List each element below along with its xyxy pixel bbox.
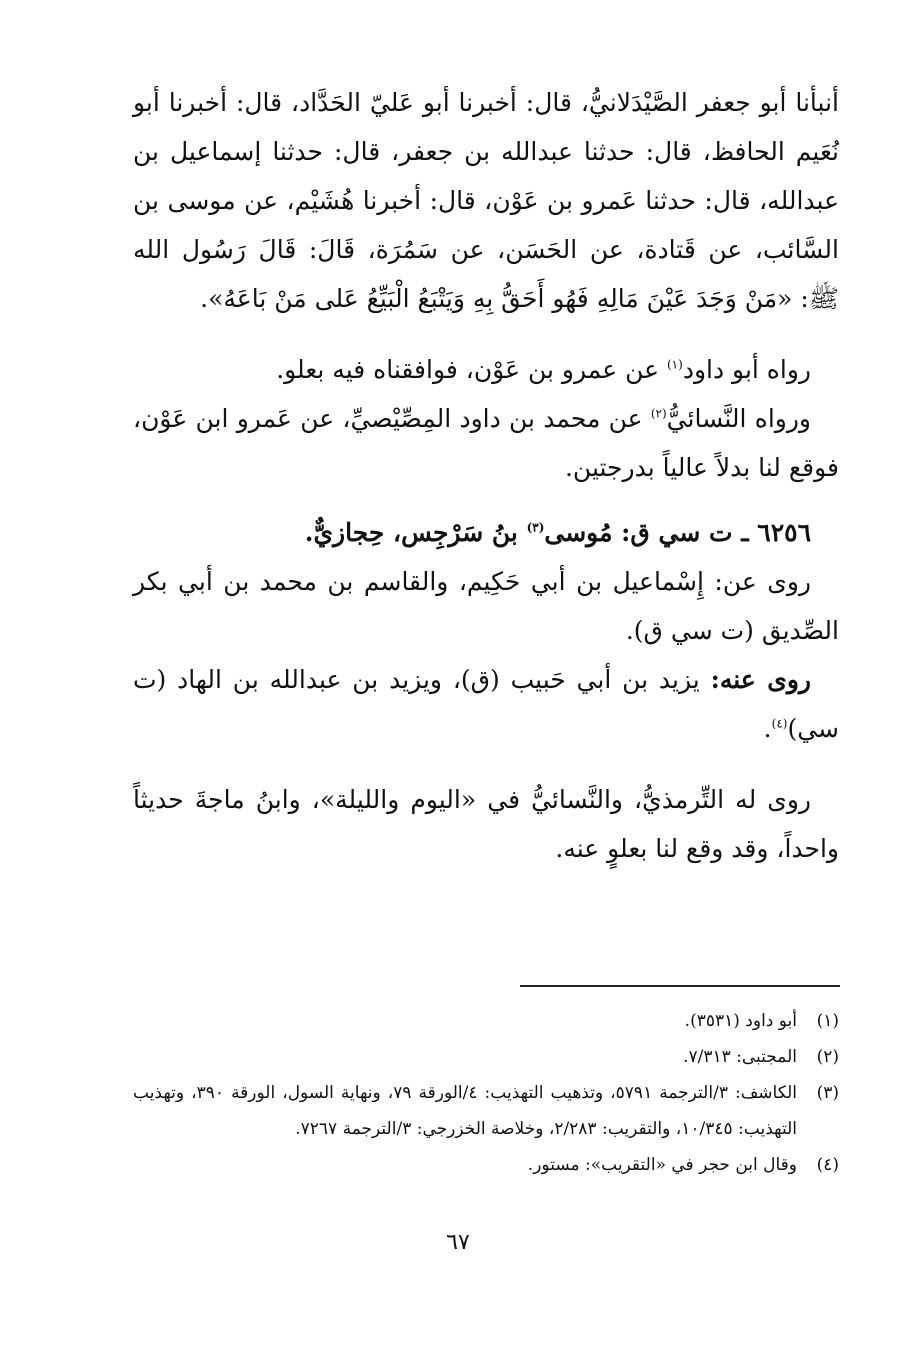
footnote-number: (١) <box>816 1011 839 1031</box>
footnote-ref-3[interactable]: (٣) <box>526 520 545 535</box>
footnote-item <box>133 1075 839 1147</box>
footnote-number: (٤) <box>816 1155 839 1175</box>
spacer <box>133 323 839 345</box>
narrators-summary: روى له التِّرمذيُّ، والنَّسائيُّ في «اليوم والليلة»، وابنُ ماجةَ حديثاً واحداً، وقد وقع لنا بعلوٍ عنه. <box>133 785 839 863</box>
narrated-from: روى عن: إِسْماعيل بن أبي حَكِيم، والقاسم بن محمد بن أبي بكر الصِّديق (ت سي ق). <box>133 567 839 645</box>
footnote-item <box>133 1039 839 1075</box>
text-segment: يزيد بن أبي حَبيب (ق)، ويزيد بن عبدالله بن الهاد (ت سي) <box>133 665 839 743</box>
spacer <box>133 753 839 775</box>
main-text <box>133 78 839 873</box>
footnote-text: الكاشف: ٣/الترجمة ٥٧٩١، وتذهيب التهذيب: ٤/الورقة ٧٩، ونهاية السول، الورقة ٣٩٠، وتهذيب التهذيب: ١٠/٣٤٥، والتقريب: ٢/٢٨٣، وخلاصة الخزرجي: ٣/الترجمة ٧٢٦٧. <box>133 1083 798 1139</box>
footnote-text: المجتبى: ٧/٣١٣. <box>683 1047 797 1067</box>
footnote-ref-2[interactable]: (٢) <box>650 406 667 421</box>
footnote-item <box>133 1003 839 1039</box>
footnote-ref-4[interactable]: (٤) <box>771 716 788 731</box>
footnotes <box>133 1003 839 1183</box>
narration-abu-dawud <box>133 345 839 394</box>
entry-separator: ـ <box>732 518 758 547</box>
narration-nasai <box>133 394 839 492</box>
footnote-divider <box>520 985 840 987</box>
entry-name: ت سي ق: مُوسى <box>544 518 733 547</box>
text-segment: . <box>763 714 772 743</box>
narrated-by <box>133 655 839 753</box>
hadith-paragraph: أنبأنا أبو جعفر الصَّيْدَلانيُّ، قال: أخبرنا أبو عَليّ الحَدَّاد، قال: أخبرنا أبو نُعَيم الحافظ، قال: حدثنا عبدالله بن جعفر، قال: حدثنا إسماعيل بن عبدالله، قال: حدثنا عَمرو بن عَوْن، قال: أخبرنا هُشَيْم، عن موسى بن السَّائب، عن قَتادة، عن الحَسَن، عن سَمُرَة، قَالَ: قَالَ رَسُول الله ﷺ: «مَنْ وَجَدَ عَيْنَ مَالِهِ فَهُو أَحَقُّ بِهِ وَيَتْبَعُ الْبَيِّعُ عَلى مَنْ بَاعَهُ». <box>133 88 839 313</box>
footnote-number: (٣) <box>816 1083 839 1103</box>
entry-name-rest: بنُ سَرْجِس، حِجازيٌّ. <box>304 518 527 547</box>
entry-heading <box>133 508 839 557</box>
page-number: ٦٧ <box>446 1230 470 1255</box>
footnote-text: وقال ابن حجر في «التقريب»: مستور. <box>527 1155 797 1175</box>
text-segment: عن عمرو بن عَوْن، فوافقناه فيه بعلو. <box>276 355 667 384</box>
text-segment: ورواه النَّسائيُّ <box>666 404 811 433</box>
entry-number: ٦٢٥٦ <box>757 518 811 547</box>
footnote-ref-1[interactable]: (١) <box>666 357 683 372</box>
text-segment: عن محمد بن داود المِصِّيْصيِّ، عن عَمرو ابن عَوْن، فوقع لنا بدلاً عالياً بدرجتين. <box>133 404 839 482</box>
narrated-by-label: روى عنه: <box>710 665 812 694</box>
footnote-number: (٢) <box>816 1047 839 1067</box>
footnote-text: أبو داود (٣٥٣١). <box>684 1011 797 1031</box>
spacer <box>133 492 839 508</box>
footnote-item <box>133 1147 839 1183</box>
text-segment: رواه أبو داود <box>682 355 811 384</box>
